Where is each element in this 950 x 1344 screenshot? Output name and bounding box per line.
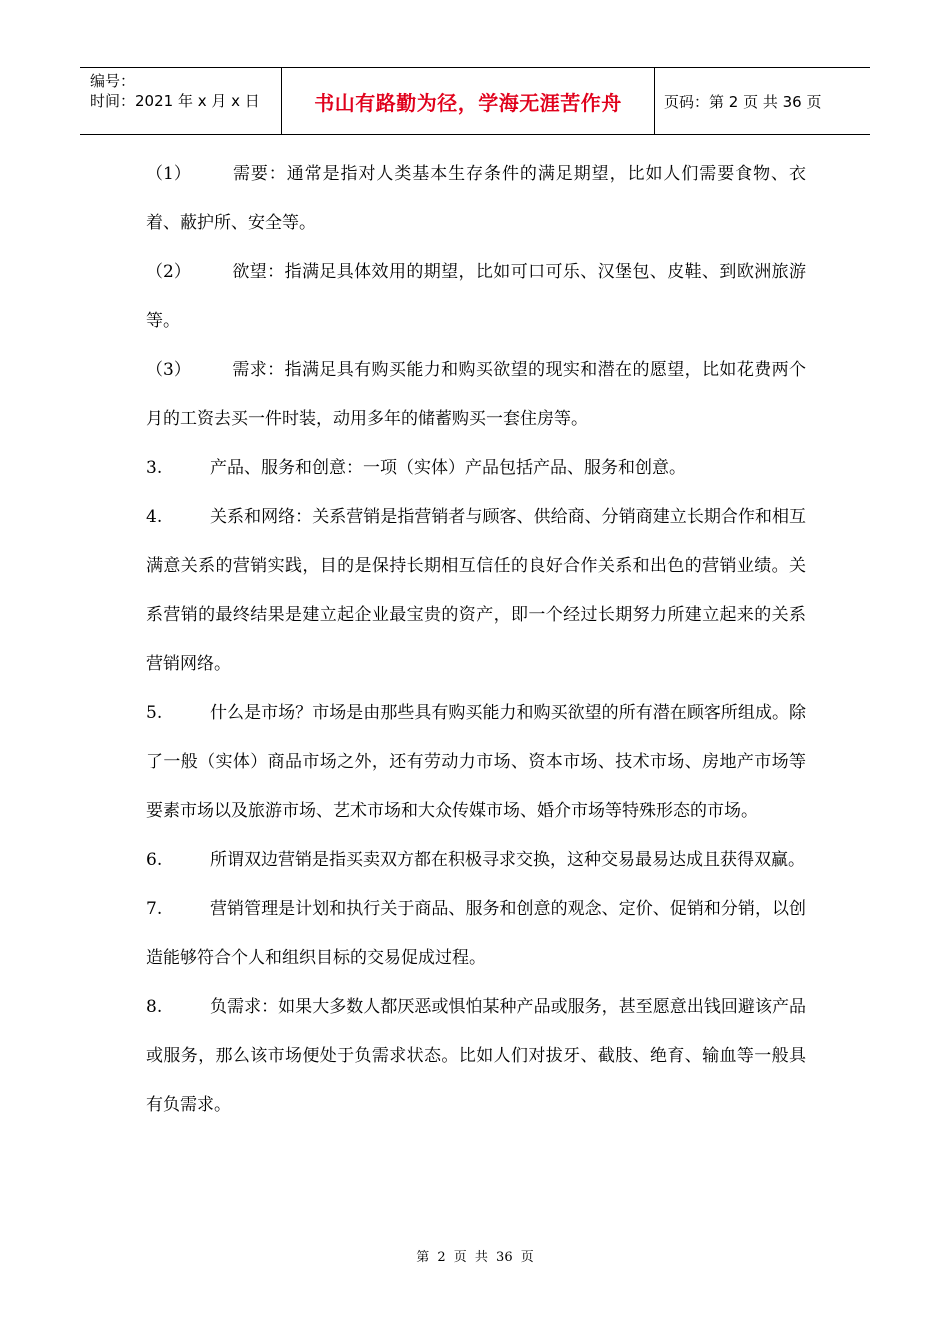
paragraph-number: 7. [146, 899, 163, 919]
code-label: 编号： [90, 72, 136, 90]
paragraph-number: （1） [146, 164, 191, 184]
paragraph-number: （3） [146, 360, 191, 380]
paragraph-number: 5. [146, 703, 163, 723]
paragraph-number: 8. [146, 997, 163, 1017]
document-body [146, 150, 806, 1130]
header-meta [80, 68, 281, 134]
page-header [80, 67, 870, 135]
page-footer: 第 2 页 共 36 页 [416, 1250, 534, 1265]
paragraph [146, 983, 806, 1130]
paragraph-text: 欲望：指满足具体效用的期望，比如可口可乐、汉堡包、皮鞋、到欧洲旅游等。 [146, 262, 806, 331]
paragraph-number: 3. [146, 458, 163, 478]
paragraph-number: 4. [146, 507, 163, 527]
paragraph [146, 248, 806, 346]
paragraph-text: 需求：指满足具有购买能力和购买欲望的现实和潜在的愿望，比如花费两个月的工资去买一件时装，动用多年的储蓄购买一套住房等。 [146, 360, 806, 429]
paragraph [146, 493, 806, 689]
paragraph-text: 产品、服务和创意：一项（实体）产品包括产品、服务和创意。 [210, 458, 686, 478]
paragraph-text: 关系和网络：关系营销是指营销者与顾客、供给商、分销商建立长期合作和相互满意关系的营销实践，目的是保持长期相互信任的良好合作关系和出色的营销业绩。关系营销的最终结果是建立起企业最宝贵的资产，即一个经过长期努力所建立起来的关系营销网络。 [146, 507, 806, 674]
paragraph [146, 150, 806, 248]
paragraph [146, 689, 806, 836]
paragraph [146, 346, 806, 444]
paragraph [146, 836, 806, 885]
paragraph-text: 营销管理是计划和执行关于商品、服务和创意的观念、定价、促销和分销，以创造能够符合个人和组织目标的交易促成过程。 [146, 899, 806, 968]
paragraph-text: 需要：通常是指对人类基本生存条件的满足期望，比如人们需要食物、衣着、蔽护所、安全等。 [146, 164, 806, 233]
header-page-info: 页码：第 2 页 共 36 页 [664, 92, 822, 111]
paragraph-number: （2） [146, 262, 191, 282]
date-label: 时间：2021 年 x 月 x 日 [90, 92, 260, 110]
paragraph [146, 885, 806, 983]
paragraph-text: 所谓双边营销是指买卖双方都在积极寻求交换，这种交易最易达成且获得双赢。 [210, 850, 805, 870]
paragraph [146, 444, 806, 493]
paragraph-number: 6. [146, 850, 163, 870]
paragraph-text: 负需求：如果大多数人都厌恶或惧怕某种产品或服务，甚至愿意出钱回避该产品或服务，那么该市场便处于负需求状态。比如人们对拔牙、截肢、绝育、输血等一般具有负需求。 [146, 997, 806, 1115]
paragraph-text: 什么是市场？市场是由那些具有购买能力和购买欲望的所有潜在顾客所组成。除了一般（实体）商品市场之外，还有劳动力市场、资本市场、技术市场、房地产市场等要素市场以及旅游市场、艺术市场和大众传媒市场、婚介市场等特殊形态的市场。 [146, 703, 806, 821]
header-motto: 书山有路勤为径，学海无涯苦作舟 [281, 68, 655, 134]
